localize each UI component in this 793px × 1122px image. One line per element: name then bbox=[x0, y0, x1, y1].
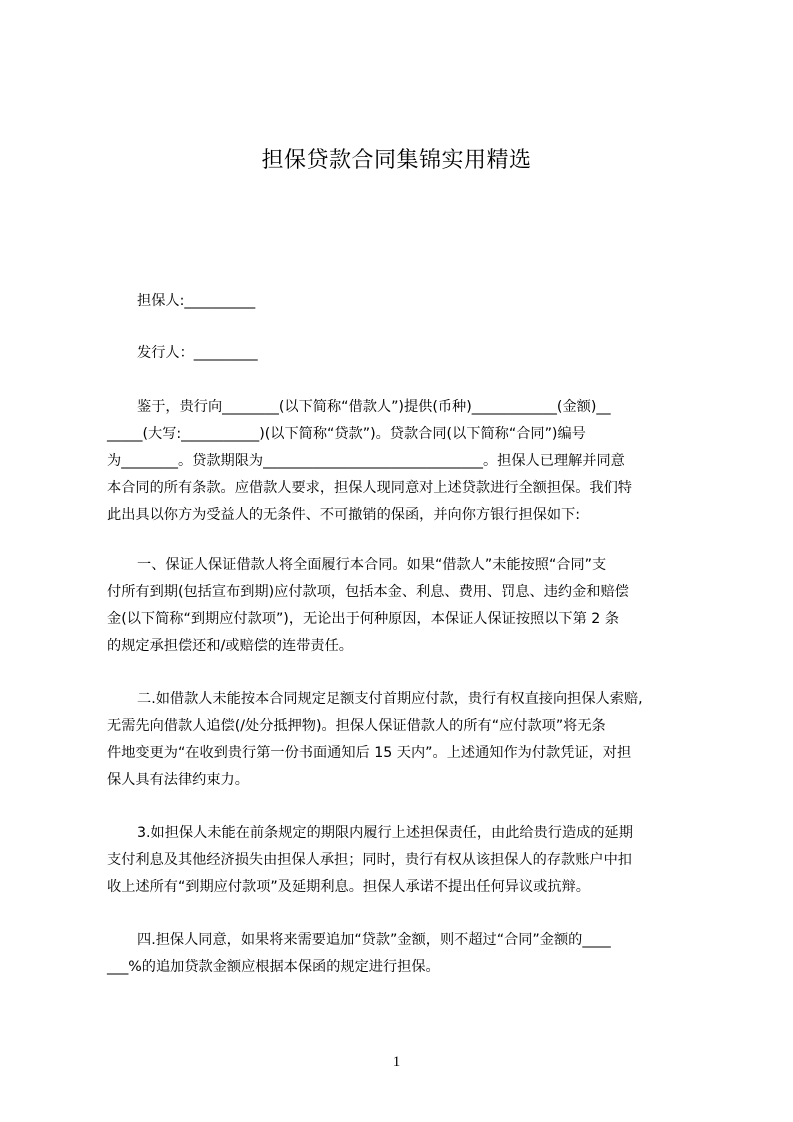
paragraph-line: ___%的追加贷款金额应根据本保函的规定进行担保。 bbox=[107, 959, 440, 975]
issuer-line: 发行人：_________ bbox=[137, 345, 258, 361]
paragraph-line: 为________。贷款期限为_______________________________。担保人已理解并同意 bbox=[107, 453, 625, 469]
paragraph-line: 鉴于，贵行向________(以下简称“借款人”)提供(币种)____________(金额)__ bbox=[137, 399, 611, 415]
paragraph-line: _____(大写:___________)(以下简称“贷款”)。贷款合同(以下简称“合同”)编号 bbox=[107, 426, 586, 442]
paragraph-line: 支付利息及其他经济损失由担保人承担；同时，贵行有权从该担保人的存款账户中扣 bbox=[107, 852, 632, 868]
paragraph-line: 的规定承担偿还和/或赔偿的连带责任。 bbox=[107, 638, 353, 654]
paragraph-line: 保人具有法律约束力。 bbox=[107, 772, 249, 788]
paragraph-line: 无需先向借款人追偿(/处分抵押物)。担保人保证借款人的所有“应付款项”将无条 bbox=[107, 718, 606, 734]
paragraph-line: 本合同的所有条款。应借款人要求，担保人现同意对上述贷款进行全额担保。我们特 bbox=[107, 480, 632, 496]
paragraph-line: 此出具以你方为受益人的无条件、不可撤销的保函，并向你方银行担保如下: bbox=[107, 507, 580, 523]
paragraph-line: 付所有到期(包括宣布到期)应付款项，包括本金、利息、费用、罚息、违约金和赔偿 bbox=[107, 584, 629, 600]
paragraph-line: 金(以下简称“到期应付款项”)，无论出于何种原因，本保证人保证按照以下第 2 条 bbox=[107, 611, 620, 627]
guarantor-line: 担保人:__________ bbox=[137, 293, 256, 309]
paragraph-line: 一、保证人保证借款人将全面履行本合同。如果“借款人”未能按照“合同”支 bbox=[137, 557, 607, 573]
paragraph-line: 3.如担保人未能在前条规定的期限内履行上述担保责任，由此给贵行造成的延期 bbox=[137, 825, 633, 841]
page-number: 1 bbox=[392, 1054, 401, 1070]
paragraph-line: 四.担保人同意，如果将来需要追加“贷款”金额，则不超过“合同”金额的____ bbox=[137, 932, 611, 948]
paragraph-line: 二.如借款人未能按本合同规定足额支付首期应付款，贵行有权直接向担保人索赔, bbox=[137, 691, 643, 707]
paragraph-line: 收上述所有“到期应付款项”及延期利息。担保人承诺不提出任何异议或抗辩。 bbox=[107, 879, 590, 895]
document-title: 担保贷款合同集锦实用精选 bbox=[261, 148, 532, 173]
paragraph-line: 件地变更为“在收到贵行第一份书面通知后 15 天内”。上述通知作为付款凭证，对担 bbox=[107, 745, 632, 761]
